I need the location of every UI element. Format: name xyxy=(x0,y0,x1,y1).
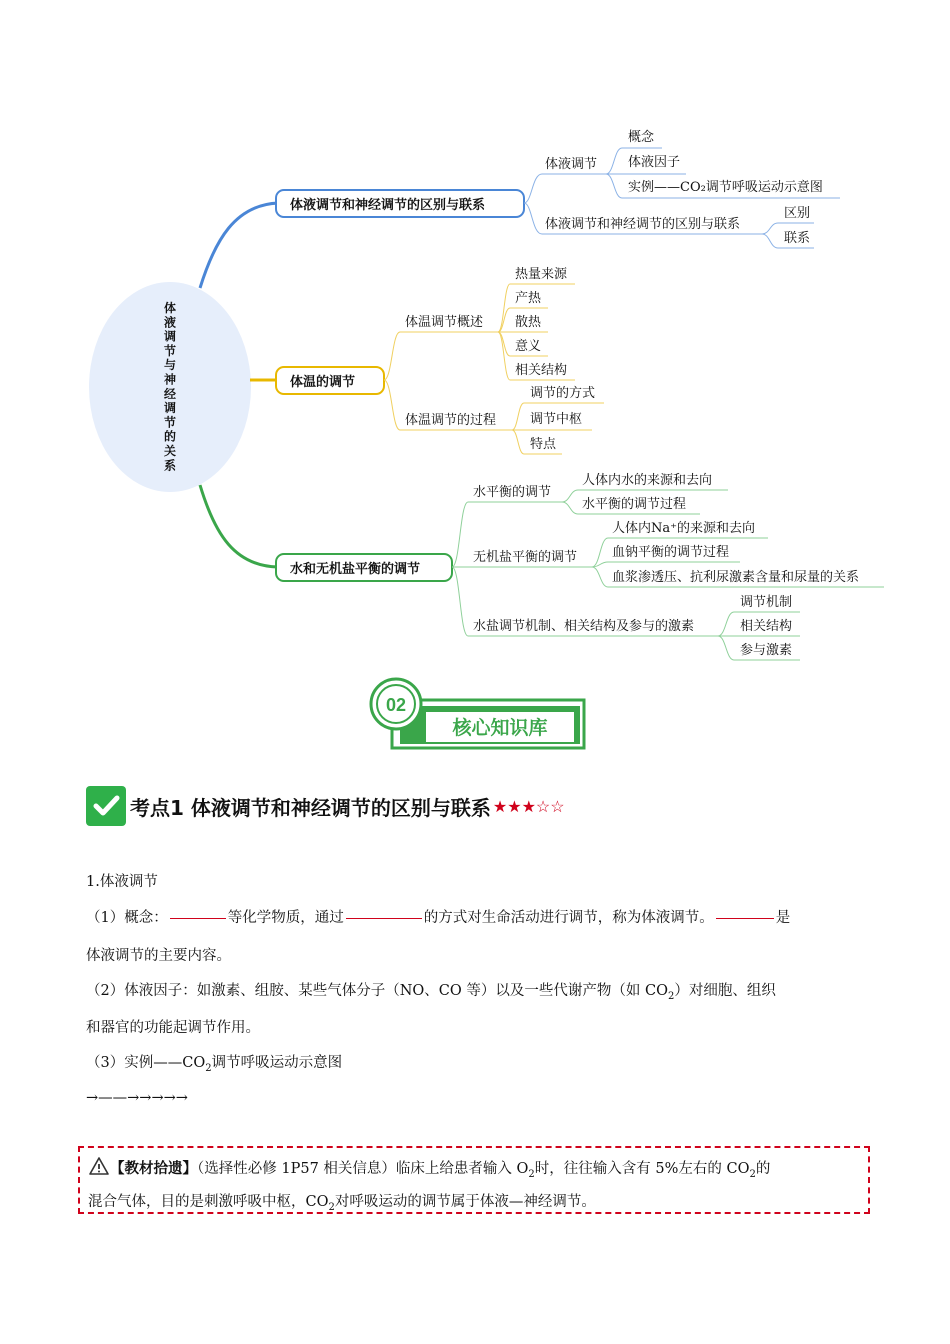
section-number: 02 xyxy=(385,695,407,715)
b3-sub2-item: 人体内Na⁺的来源和去向 xyxy=(612,521,755,536)
arrow-diagram: →——→→→→→ xyxy=(86,1090,188,1106)
center-label-char: 的 xyxy=(163,429,177,444)
check-icon xyxy=(86,786,126,826)
kaodian-title xyxy=(86,784,565,828)
center-label-char: 关 xyxy=(163,444,177,458)
section-badge xyxy=(364,676,588,752)
b3-sub1-item: 水平衡的调节过程 xyxy=(582,497,687,512)
paragraph-2-cont: 和器官的功能起调节作用。 xyxy=(86,1020,260,1036)
branch-1-label: 体液调节和神经调节的区别与联系 xyxy=(290,198,486,213)
b2-sub1-item: 意义 xyxy=(515,339,542,354)
branch-2-label: 体温的调节 xyxy=(290,375,356,390)
fill-blank xyxy=(170,918,226,919)
b2-sub1-item: 产热 xyxy=(515,291,542,306)
b3-sub3: 水盐调节机制、相关结构及参与的激素 xyxy=(473,619,695,634)
center-label-char: 调 xyxy=(163,329,177,344)
center-label-char: 经 xyxy=(163,386,177,401)
b1-sub1-item: 体液因子 xyxy=(628,155,681,170)
paragraph-3: （3）实例$——CO_2$调节呼吸运动示意图 xyxy=(86,1055,343,1074)
b1-sub2: 体液调节和神经调节的区别与联系 xyxy=(545,217,741,232)
b1-sub2-item: 区别 xyxy=(784,206,811,221)
b3-sub3-item: 参与激素 xyxy=(740,643,793,658)
fill-blank xyxy=(716,918,774,919)
center-label-char: 神 xyxy=(163,372,177,387)
b2-sub1-item: 热量来源 xyxy=(515,267,568,282)
b3-sub1-item: 人体内水的来源和去向 xyxy=(582,473,713,488)
b1-sub1: 体液调节 xyxy=(545,157,598,172)
paragraph-1-cont: 体液调节的主要内容。 xyxy=(86,948,231,964)
b3-sub1: 水平衡的调节 xyxy=(473,485,552,500)
note-line-2: 混合气体，目的是刺激呼吸中枢，$CO_2$对呼吸运动的调节属于体液—神经调节。 xyxy=(88,1194,596,1213)
b2-sub2-item: 调节中枢 xyxy=(530,412,583,427)
b3-sub3-item: 相关结构 xyxy=(740,619,793,634)
b2-sub1-item: 相关结构 xyxy=(515,363,568,378)
warning-icon xyxy=(88,1156,110,1176)
center-label-char: 节 xyxy=(163,343,177,358)
b2-sub2-item: 特点 xyxy=(530,437,557,452)
center-label-char: 液 xyxy=(163,315,177,330)
b3-sub2-item: 血钠平衡的调节过程 xyxy=(612,545,730,560)
center-label-char: 系 xyxy=(163,458,177,473)
b3-sub2: 无机盐平衡的调节 xyxy=(473,550,578,565)
fill-blank xyxy=(346,918,422,919)
b3-sub3-item: 调节机制 xyxy=(740,595,793,610)
center-label xyxy=(164,300,176,472)
b2-sub1: 体温调节概述 xyxy=(405,315,484,330)
center-label-char: 调 xyxy=(163,401,177,416)
b3-sub2-item: 血浆渗透压、抗利尿激素含量和尿量的关系 xyxy=(612,570,860,585)
b1-sub1-item: 实例——CO₂调节呼吸运动示意图 xyxy=(628,180,823,195)
heading-1: 1.体液调节 xyxy=(86,874,158,890)
b1-sub1-item: 概念 xyxy=(628,130,655,145)
difficulty-stars: ★★★☆☆ xyxy=(492,796,565,816)
note-line-1: 【教材拾遗】（选择性必修 1P57 相关信息）临床上给患者输入 $O_2$时，往往输入含有 5%左右的 $CO_2$的 xyxy=(88,1156,770,1185)
section-title: 核心知识库 xyxy=(452,717,548,739)
b1-sub2-item: 联系 xyxy=(784,231,811,246)
center-label-char: 节 xyxy=(163,415,177,430)
paragraph-2: （2）体液因子：如激素、组胺、某些气体分子（NO、CO 等）以及一些代谢产物（如 $CO_2$）对细胞、组织 xyxy=(86,983,776,1002)
b2-sub2: 体温调节的过程 xyxy=(405,413,497,428)
center-label-char: 与 xyxy=(163,358,177,373)
paragraph-1: （1）概念： 等化学物质，通过 的方式对生命活动进行调节，称为体液调节。 是 xyxy=(86,910,791,926)
note-heading: 【教材拾遗】 xyxy=(110,1161,197,1177)
b2-sub1-item: 散热 xyxy=(515,315,542,330)
note-box xyxy=(78,1146,870,1214)
kaodian-title-text: 考点1 体液调节和神经调节的区别与联系 xyxy=(130,795,491,820)
center-label-char: 体 xyxy=(163,301,177,315)
branch-3-label: 水和无机盐平衡的调节 xyxy=(290,562,421,577)
b2-sub2-item: 调节的方式 xyxy=(530,386,596,401)
